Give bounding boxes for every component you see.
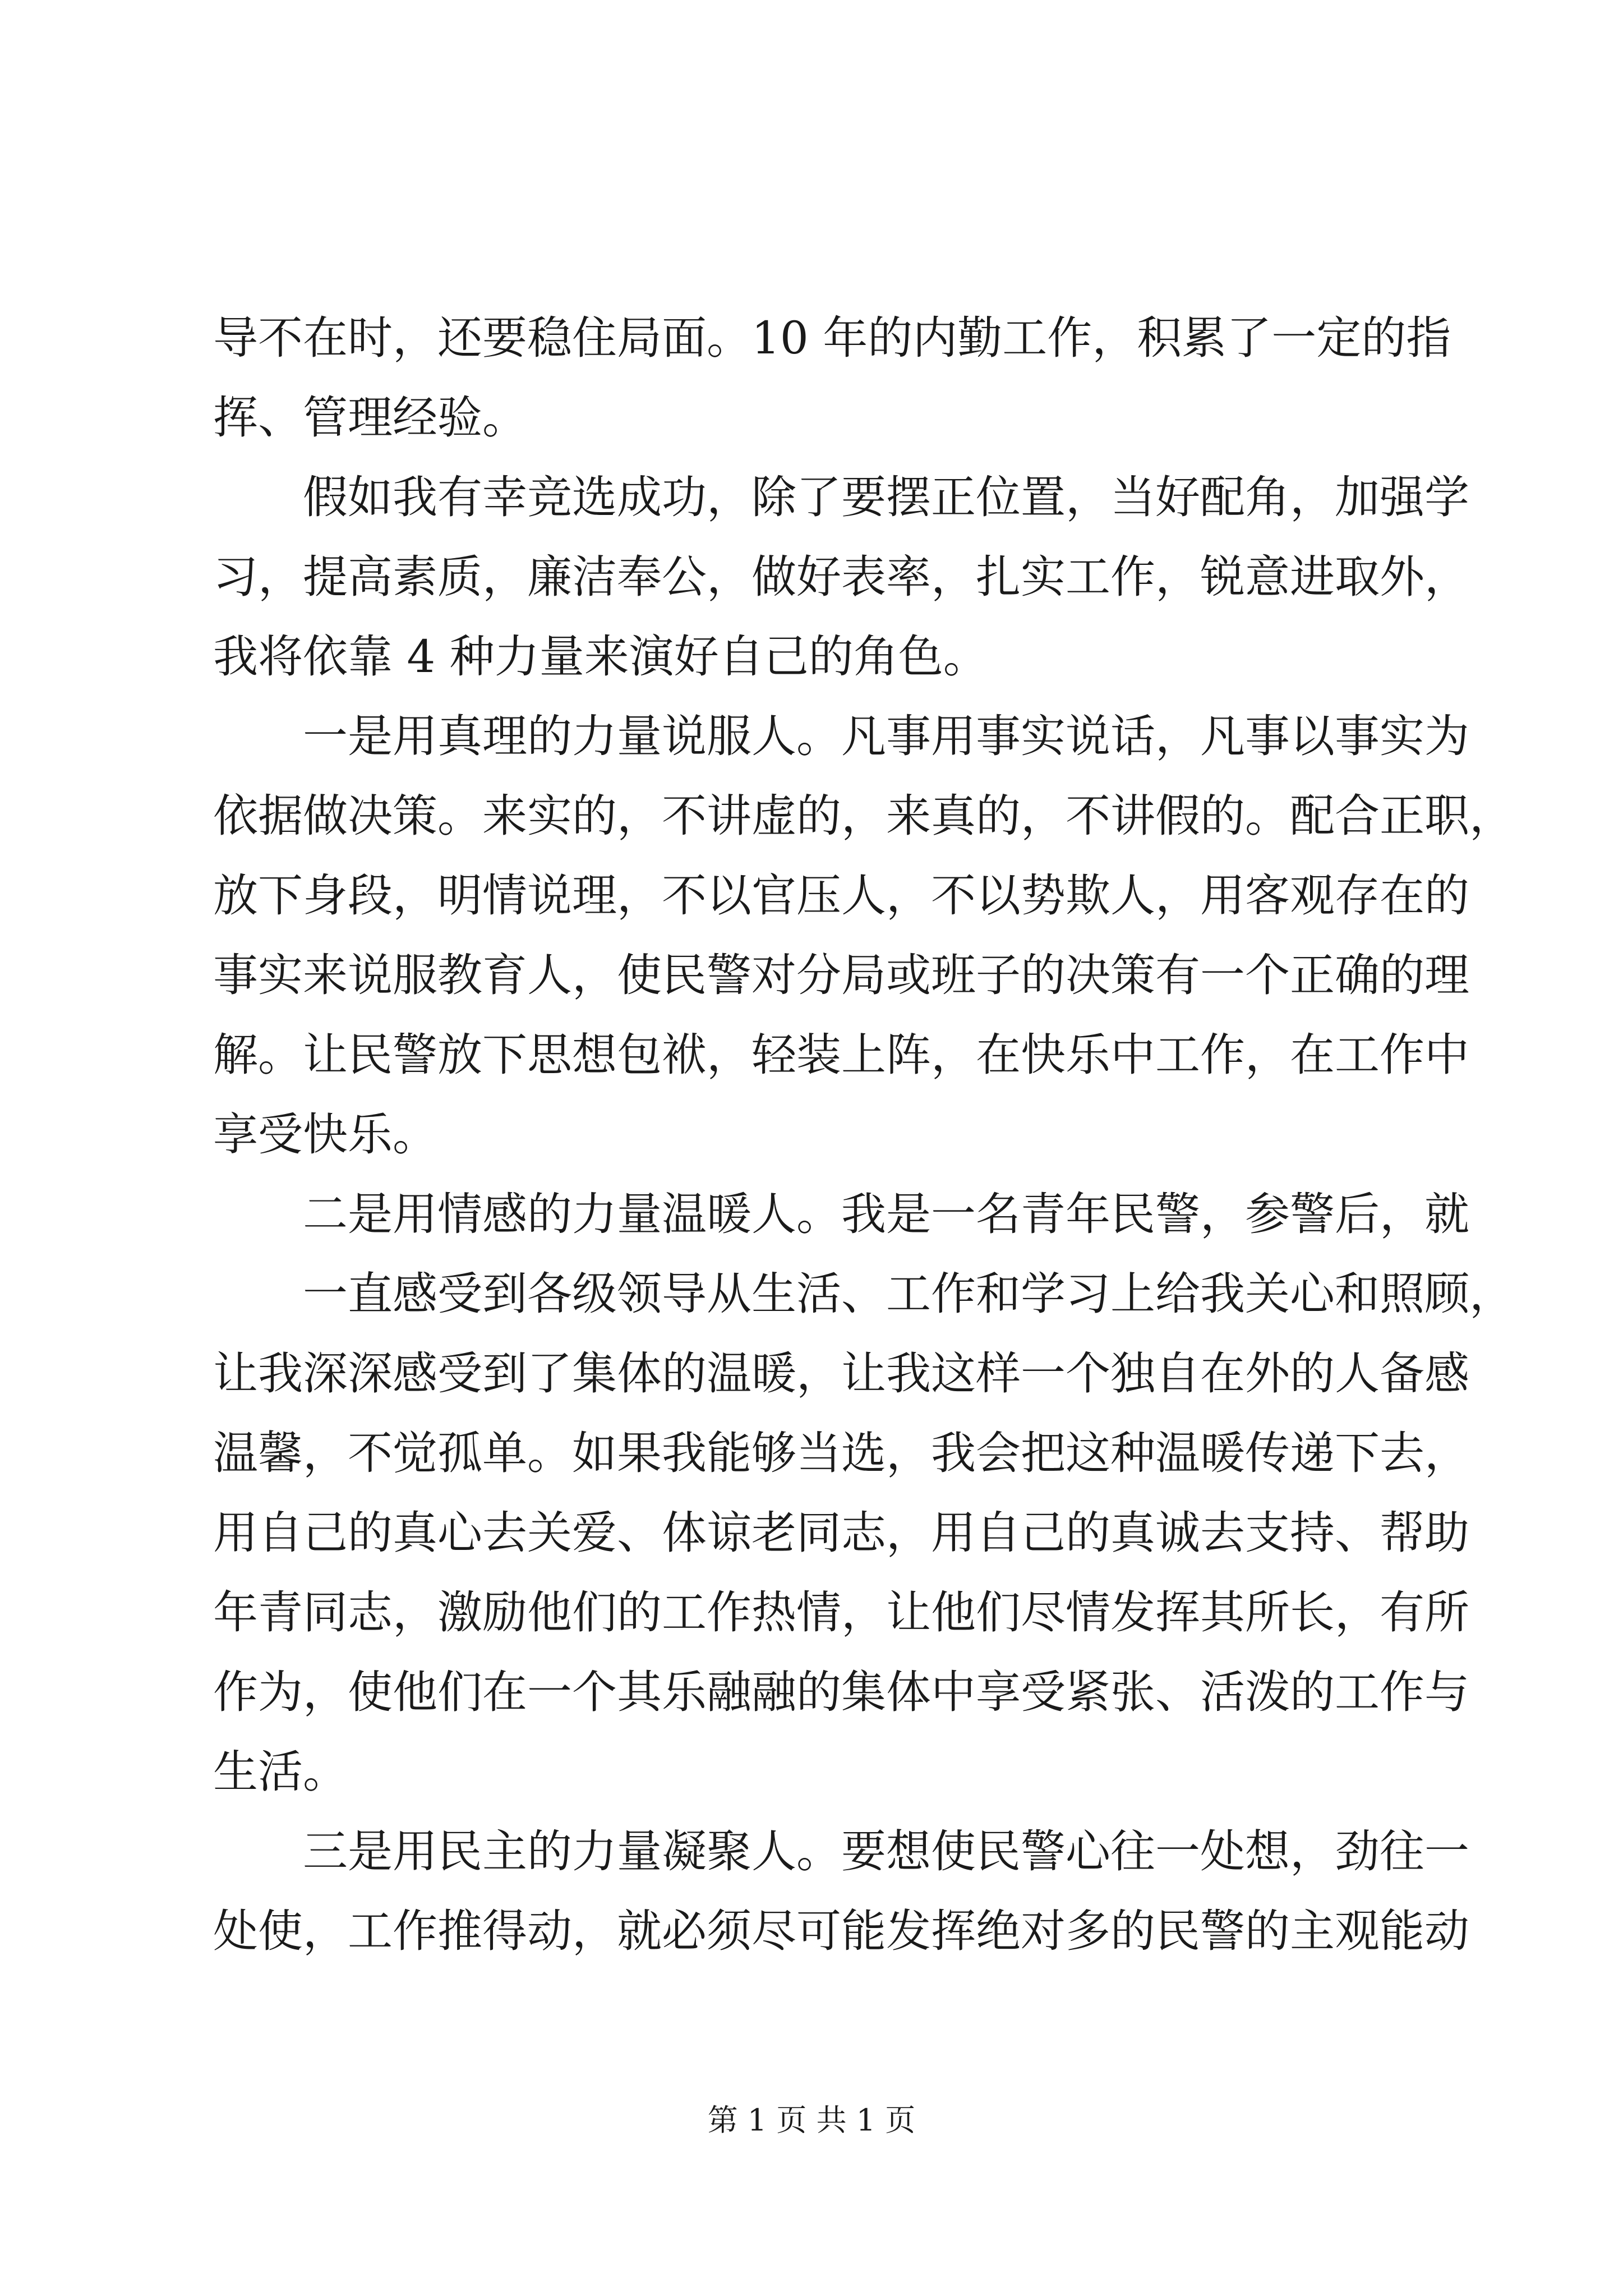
body-text-line: 让我深深感受到了集体的温暖，让我这样一个独自在外的人备感 [213,1347,1469,1400]
body-text-line: 导不在时，还要稳住局面。10 年的内勤工作，积累了一定的指 [213,312,1451,364]
body-text-line: 我将依靠 4 种力量来演好自己的角色。 [213,631,988,683]
body-text-line: 作为，使他们在一个其乐融融的集体中享受紧张、活泼的工作与 [213,1666,1469,1718]
body-text-line: 习，提高素质，廉洁奉公，做好表率，扎实工作，锐意进取外， [213,551,1469,603]
paragraph-first-line: 二是用情感的力量温暖人。我是一名青年民警，参警后，就 [303,1188,1469,1240]
page-footer: 第 1 页 共 1 页 [707,2102,916,2138]
body-text-line: 生活。 [213,1746,348,1798]
paragraph-first-line: 假如我有幸竞选成功，除了要摆正位置，当好配角，加强学 [303,471,1469,523]
body-text-line: 挥、管理经验。 [213,392,527,444]
body-text-line: 享受快乐。 [213,1108,437,1161]
body-text-line: 用自己的真心去关爱、体谅老同志，用自己的真诚去支持、帮助 [213,1507,1469,1559]
body-text-line: 解。让民警放下思想包袱，轻装上阵，在快乐中工作，在工作中 [213,1029,1469,1081]
body-text-line: 温馨，不觉孤单。如果我能够当选，我会把这种温暖传递下去， [213,1427,1469,1479]
body-text-line: 年青同志，激励他们的工作热情，让他们尽情发挥其所长，有所 [213,1586,1469,1639]
body-text-line: 处使，工作推得动，就必须尽可能发挥绝对多的民警的主观能动 [213,1905,1469,1957]
body-text-line: 依据做决策。来实的，不讲虚的，来真的，不讲假的。配合正职， [213,790,1514,842]
body-text-line: 事实来说服教育人，使民警对分局或班子的决策有一个正确的理 [213,949,1469,1001]
body-text-line: 一直感受到各级领导从生活、工作和学习上给我关心和照顾， [303,1268,1514,1320]
body-text-line: 放下身段，明情说理，不以官压人，不以势欺人，用客观存在的 [213,869,1469,922]
paragraph-first-line: 一是用真理的力量说服人。凡事用事实说话，凡事以事实为 [303,710,1469,762]
paragraph-first-line: 三是用民主的力量凝聚人。要想使民警心往一处想，劲往一 [303,1825,1469,1878]
